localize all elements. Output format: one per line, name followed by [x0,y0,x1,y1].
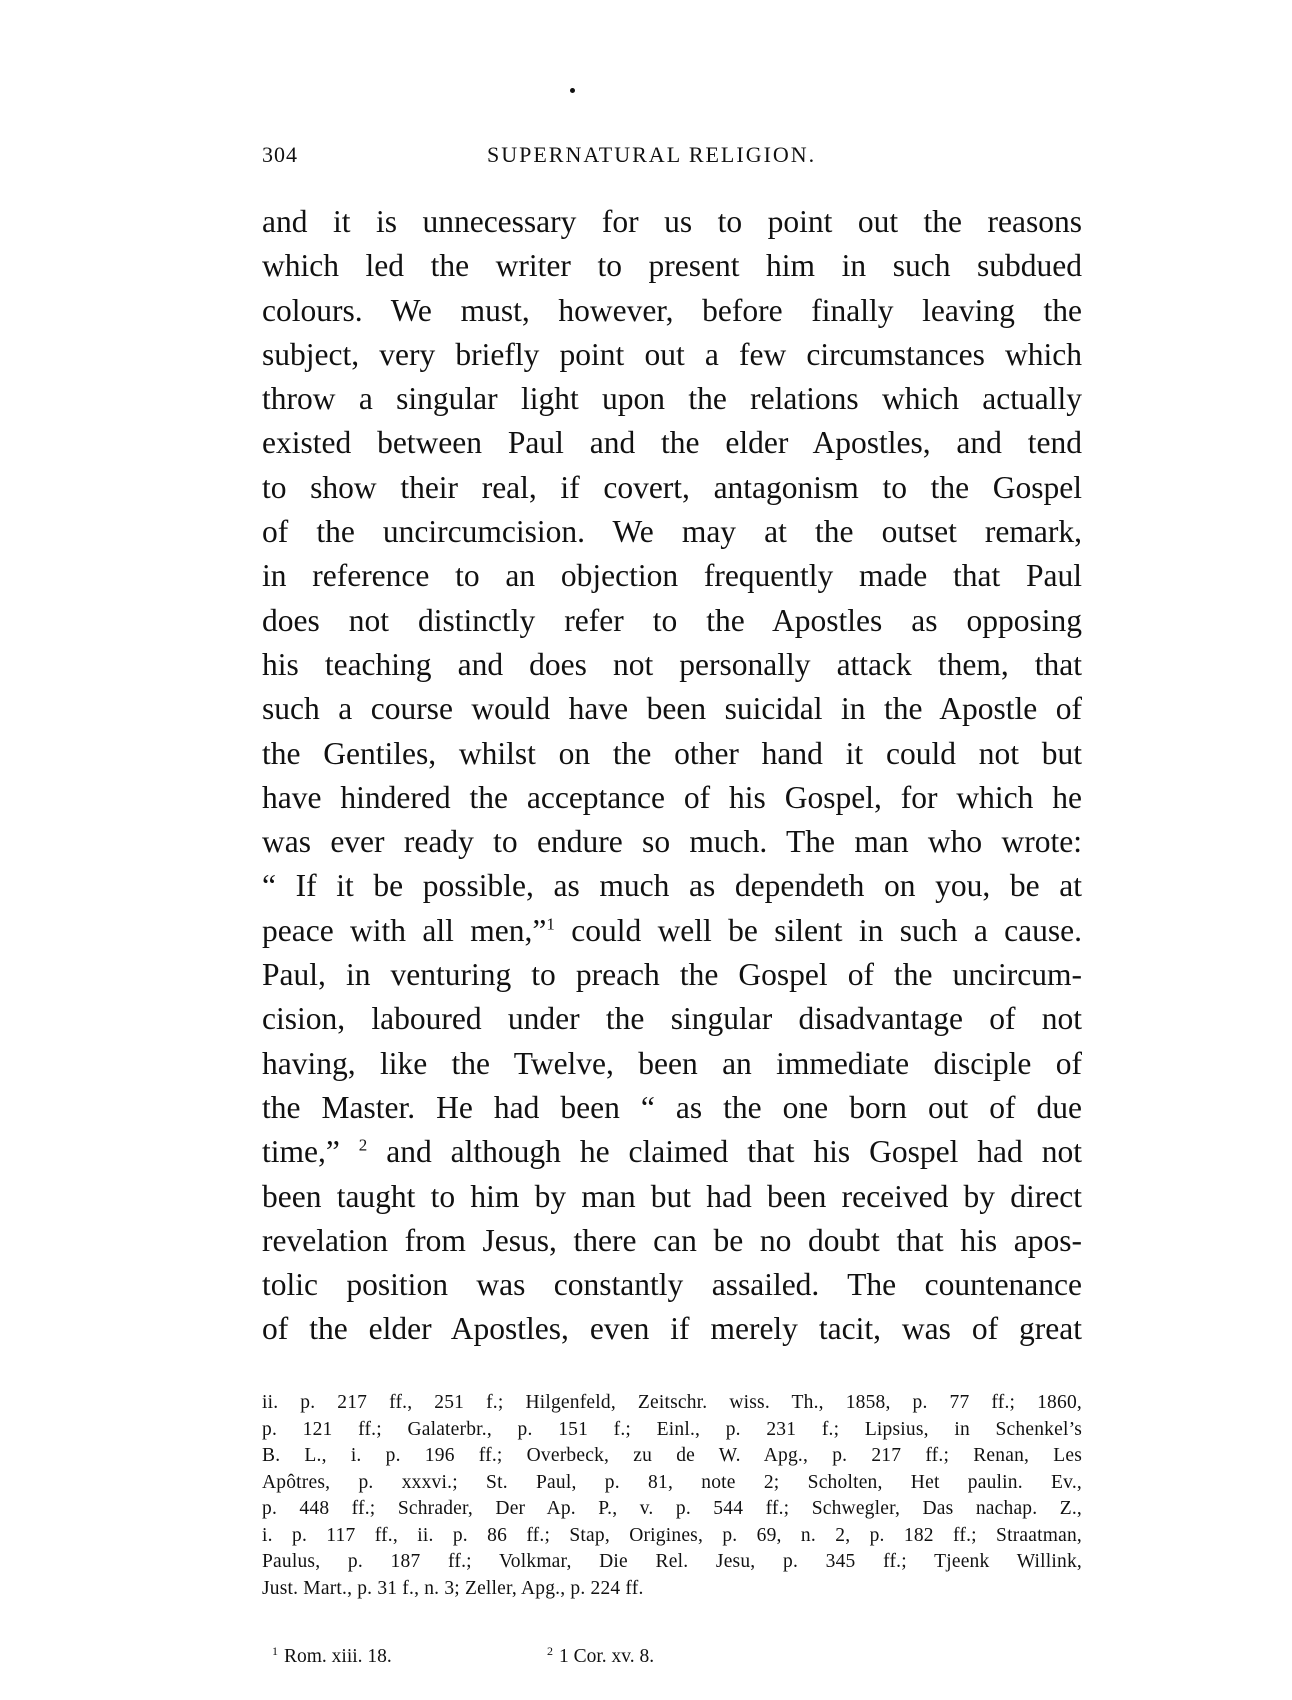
note-line: i. p. 117 ff., ii. p. 86 ff.; Stap, Origines, p. 69, n. 2, p. 182 ff.; Straatman, [262,1524,1082,1546]
footnote-reference: 1 [546,914,555,934]
body-line: subject, very briefly point out a few circumstances which [262,336,1082,372]
body-line: which led the writer to present him in such subdued [262,248,1082,284]
body-line: does not distinctly refer to the Apostles as opposing [262,602,1082,638]
running-head [262,142,1082,172]
note-line: B. L., i. p. 196 ff.; Overbeck, zu de W. Apg., p. 217 ff.; Renan, Les [262,1445,1082,1466]
body-line-with-footnote-ref [262,1130,1082,1174]
note-line: Apôtres, p. xxxvi.; St. Paul, p. 81, note 2; Scholten, Het paulin. Ev., [262,1471,1082,1493]
body-line: in reference to an objection frequently made that Paul [262,558,1082,594]
body-line: throw a singular light upon the relations which actually [262,381,1082,417]
body-line: such a course would have been suicidal in the Apostle of [262,691,1082,727]
body-line: “ If it be possible, as much as dependeth on you, be at [262,868,1082,904]
body-line-part: could well be silent in such a cause. [571,912,1082,948]
body-line: having, like the Twelve, been an immediate disciple of [262,1045,1082,1081]
body-text [262,200,1082,1352]
note-line: ii. p. 217 ff., 251 f.; Hilgenfeld, Zeitschr. wiss. Th., 1858, p. 77 ff.; 1860, [262,1392,1082,1413]
body-line: was ever ready to endure so much. The man who wrote: [262,824,1082,860]
page-number: 304 [262,142,298,167]
footnote-mark: 2 [547,1643,553,1658]
body-line: have hindered the acceptance of his Gospel, for which he [262,779,1082,815]
note-line: Just. Mart., p. 31 f., n. 3; Zeller, Apg., p. 224 ff. [262,1577,644,1599]
body-line: tolic position was constantly assailed. The countenance [262,1267,1082,1303]
body-line: of the uncircumcision. We may at the outset remark, [262,514,1082,550]
stray-dot-mark [570,88,575,93]
footnote-1 [272,1643,392,1671]
body-line: his teaching and does not personally attack them, that [262,646,1082,682]
body-line: to show their real, if covert, antagonism to the Gospel [262,469,1082,505]
note-line: p. 121 ff.; Galaterbr., p. 151 f.; Einl., p. 231 f.; Lipsius, in Schenkel’s [262,1418,1082,1440]
body-line-part: peace with all men,” [262,912,547,948]
body-line: Paul, in venturing to preach the Gospel of the uncircum- [262,957,1082,993]
footnote-reference: 2 [358,1135,368,1155]
continued-notes [262,1390,1082,1602]
body-line-with-footnote-ref [262,909,1082,953]
note-line: p. 448 ff.; Schrader, Der Ap. P., v. p. 544 ff.; Schwegler, Das nachap. Z., [262,1498,1082,1519]
running-title: SUPERNATURAL RELIGION. [487,142,817,167]
footnote-mark: 1 [272,1643,278,1658]
body-line-part: and although he claimed that his Gospel had not [386,1134,1082,1170]
body-line: the Master. He had been “ as the one born out of due [262,1089,1082,1125]
footnote-text: 1 Cor. xv. 8. [559,1646,655,1667]
body-line: colours. We must, however, before finally leaving the [262,292,1082,328]
body-line: revelation from Jesus, there can be no doubt that his apos- [262,1222,1082,1258]
body-line: cision, laboured under the singular disadvantage of not [262,1001,1082,1037]
body-line: and it is unnecessary for us to point out the reasons [262,204,1082,239]
body-line: of the elder Apostles, even if merely tacit, was of great [262,1311,1082,1347]
footnote-2 [547,1643,654,1671]
note-line: Paulus, p. 187 ff.; Volkmar, Die Rel. Jesu, p. 345 ff.; Tjeenk Willink, [262,1551,1082,1572]
footnotes [262,1643,1082,1671]
body-line: the Gentiles, whilst on the other hand it could not but [262,735,1082,771]
body-line: existed between Paul and the elder Apostles, and tend [262,425,1082,461]
body-line-part: time,” [262,1134,340,1170]
body-line: been taught to him by man but had been received by direct [262,1178,1082,1214]
footnote-text: Rom. xiii. 18. [284,1646,392,1667]
